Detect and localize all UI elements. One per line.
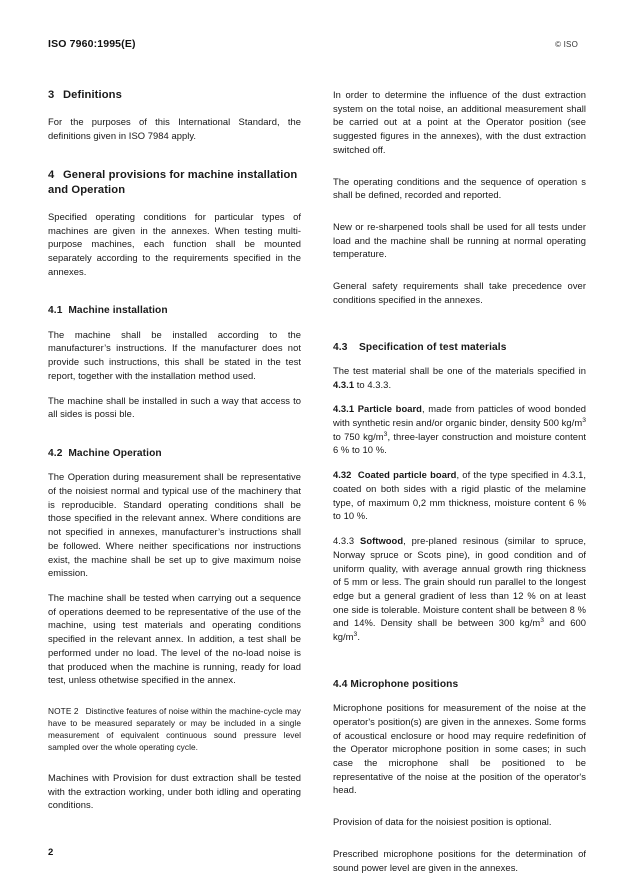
heading-clause-4-4-text: Microphone positions xyxy=(350,678,459,690)
spacer xyxy=(333,808,586,815)
clause-4-3-3 xyxy=(333,534,586,644)
document-reference: ISO 7960:1995(E) xyxy=(48,38,136,50)
clause-4-3-1 xyxy=(333,402,586,457)
right-paragraph-1: In order to determine the influence of the dust extraction system on the total noise, an additional measurement shall be carried out at a point at the Operator position (see suggested figures in the annexes), with the dust extraction switched off. xyxy=(333,89,586,155)
heading-clause-3-number: 3 xyxy=(48,89,55,101)
clause-4-2-paragraph-2: The machine shall be tested when carrying out a sequence of operations deemed to be representative of the use of the machine, using test materials and operating conditions specified in the relevant annex. In addition, a test shall be performed under no load. The level of the no-load noise is that produced when the machine is running, ready for load test, unless othetwise specified in the annex. xyxy=(48,591,301,686)
clause-4-3-3-number: 4.3.3 xyxy=(333,535,355,547)
clause-4-3-2 xyxy=(333,468,586,523)
clause-4-3-3-text-a: , pre-planed resinous (similar to spruce, Norway spruce or Scots pine), in good condition and of uniform quality, with average annual growth ring thickness of 5 mm or less. The grain should run parallel to the longest edge but a general gradient of less than 12 % on at least one side is tolerable. Moisture content shall be between 8 % and 14%. Density shall be between 300 kg/m xyxy=(333,535,587,629)
page-number: 2 xyxy=(48,847,54,858)
note-2-text: Distinctive features of noise within the machine-cycle may have to be measured separately or may be included in a single measurement of equivalent continuous sound pressure level sampled over the whole operating cycle. xyxy=(48,705,301,753)
heading-clause-4 xyxy=(48,168,301,198)
clause-4-3-1-term: Particle board xyxy=(357,403,422,415)
spacer xyxy=(333,213,586,220)
spacer xyxy=(48,289,301,304)
heading-clause-4-1 xyxy=(48,304,301,317)
clause-4-3-2-text: , of the type specified in 4.3.1, coated on both sides with a rigid plastic of the melamine type, of maximum 0,2 mm thickness, moisture content 6 % to 10 %. xyxy=(333,469,586,522)
clause-3-paragraph-1: For the purposes of this International Standard, the definitions given in ISO 7984 apply. xyxy=(48,115,301,141)
clause-4-1-paragraph-2: The machine shall be installed in such a way that access to all sides is possi ble. xyxy=(48,394,301,420)
clause-4-2-paragraph-3: Machines with Provision for dust extraction shall be tested with the extraction working, under both idling and operating conditions. xyxy=(48,772,301,811)
clause-4-3-1-exponent-2: 3 xyxy=(383,430,388,438)
spacer xyxy=(333,168,586,175)
right-paragraph-2: The operating conditions and the sequence of operation s shall be defined, recorded and reported. xyxy=(333,175,586,201)
running-head xyxy=(48,38,578,54)
spacer xyxy=(48,698,301,705)
note-2-label: NOTE 2 xyxy=(48,705,79,716)
clause-4-3-1-number: 4.3.1 xyxy=(333,403,355,415)
clause-4-3-paragraph-1 xyxy=(333,364,586,391)
heading-clause-4-4-number: 4.4 xyxy=(333,678,348,690)
clause-4-3-3-term: Softwood xyxy=(360,535,404,547)
clause-4-3-1-text-b: to 750 kg/m xyxy=(333,430,384,442)
spacer xyxy=(48,432,301,447)
clause-4-3-2-number: 4.32 xyxy=(333,469,352,481)
heading-clause-3-text: Definitions xyxy=(63,89,122,101)
note-2 xyxy=(48,705,301,753)
clause-4-4-paragraph-2: Provision of data for the noisiest position is optional. xyxy=(333,816,552,828)
heading-clause-4-text: General provisions for machine installation and Operation xyxy=(48,169,298,196)
spacer xyxy=(333,272,586,279)
heading-clause-4-2 xyxy=(48,447,301,460)
clause-4-paragraph-1: Specified operating conditions for particular types of machines are given in the annexes. When testing multi-purpose machines, each function shall be mounted separately according to the requirements specified in the annexes. xyxy=(48,210,301,277)
copyright-notice: © ISO xyxy=(555,40,578,49)
left-column xyxy=(48,88,301,812)
heading-clause-3 xyxy=(48,88,301,103)
heading-clause-4-4 xyxy=(333,678,586,691)
right-paragraph-4: General safety requirements shall take precedence over conditions specified in the annexes. xyxy=(333,280,586,305)
spacer xyxy=(333,840,586,847)
heading-clause-4-3-number: 4.3 xyxy=(333,341,348,353)
clause-4-3-1-exponent-1: 3 xyxy=(582,416,586,424)
clause-4-3-paragraph-1-part-c: to 4.3.3. xyxy=(354,378,392,390)
heading-clause-4-3-text: Specification of test materials xyxy=(359,341,507,353)
spacer xyxy=(48,153,301,168)
right-column xyxy=(333,88,586,874)
right-paragraph-3: New or re-sharpened tools shall be used for all tests under load and the machine shall be running at normal operating temperature. xyxy=(333,221,586,260)
clause-4-3-1-text-a: , made from patticles of wood bonded with synthetic resin and/or organic binder, density 500 kg/m xyxy=(333,403,587,429)
heading-clause-4-3 xyxy=(333,341,586,354)
spacer xyxy=(48,764,301,771)
heading-clause-4-1-number: 4.1 xyxy=(48,305,63,317)
clause-4-3-paragraph-1-part-a: The test material shall be one of the materials specified in xyxy=(333,364,586,376)
clause-4-1-paragraph-1: The machine shall be installed according to the manufacturer’s instructions. If the manufacturer does not provide such instructions, this shall be stated in the test report, together with the installation method used. xyxy=(48,328,301,381)
clause-4-3-2-term: Coated particle board xyxy=(357,469,457,481)
spacer xyxy=(333,318,586,341)
clause-4-4-paragraph-3: Prescribed microphone positions for the determination of sound power level are given in the annexes. xyxy=(333,847,586,873)
clause-4-3-3-exponent-2: 3 xyxy=(353,630,358,638)
heading-clause-4-1-text: Machine installation xyxy=(68,305,168,317)
clause-4-3-1-text-c: , three-layer construction and moisture content 6 % to 10 %. xyxy=(333,430,586,456)
heading-clause-4-number: 4 xyxy=(48,169,55,182)
clause-4-4-paragraph-1: Microphone positions for measurement of the noise at the operator's position(s) are given in the annexes. Some forms of acoustical enclosure or hood may require redefinition of the Operator microphone position in some cases; in such case the microphone shall be positioned to be representative of the noise at the position of the operator's head. xyxy=(333,702,586,796)
clause-4-3-3-text-c: . xyxy=(357,631,360,643)
clause-4-3-3-exponent-1: 3 xyxy=(540,617,545,625)
clause-4-3-crossref-start: 4.3.1 xyxy=(333,378,355,390)
heading-clause-4-2-text: Machine Operation xyxy=(68,447,162,459)
spacer xyxy=(333,655,586,678)
clause-4-3-3-text-b: and 600 kg/m xyxy=(333,617,586,643)
page-columns xyxy=(48,88,587,873)
heading-clause-4-2-number: 4.2 xyxy=(48,447,63,459)
clause-4-2-paragraph-1: The Operation during measurement shall be representative of the noisiest normal and typical use of the machinery that is reproducible. Standard operating conditions shall be those specified in the relevant annex. Where conditions are not specified in annexes, manufacturer’s instructions shall be followed. Where neither specifications nor instructions exist, the machine shall be set up to give maximum noise emission. xyxy=(48,471,301,579)
